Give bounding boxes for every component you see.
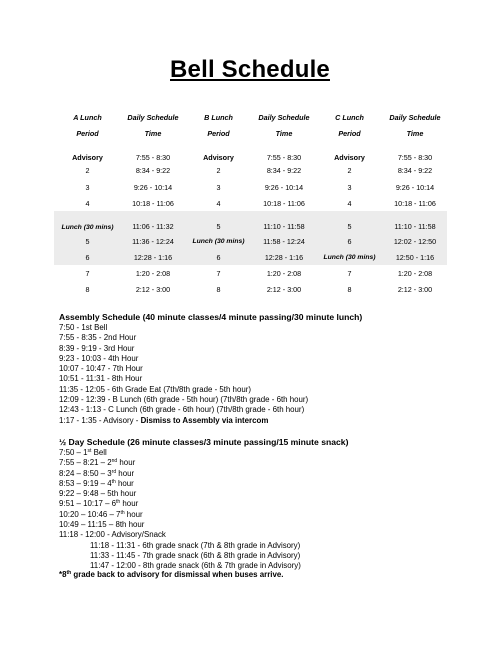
- list-item: 10:07 - 10:47 - 7th Hour: [59, 364, 143, 374]
- half-day-schedule: [59, 436, 348, 572]
- table-cell: 10:18 - 11:06: [394, 198, 436, 208]
- snack-item: 11:33 - 11:45 - 7th grade snack (6th & 8th grade in Advisory): [90, 550, 301, 560]
- table-cell: 10:18 - 11:06: [263, 198, 305, 208]
- table-cell: 7:55 - 8:30: [397, 153, 433, 162]
- list-item: 11:35 - 12:05 - 6th Grade Eat (7th/8th grade - 5th hour): [59, 384, 251, 394]
- table-cell: 1:20 - 2:08: [135, 268, 171, 278]
- bell-schedule-table: [54, 110, 447, 297]
- assembly-schedule: [59, 311, 362, 426]
- table-cell: 11:10 - 11:58: [383, 211, 447, 233]
- list-item: 12:43 - 1:13 - C Lunch (6th grade - 6th hour) (7th/8th grade - 6th hour): [59, 405, 305, 415]
- table-cell: 9:26 - 10:14: [395, 182, 435, 192]
- table-cell: 7: [347, 268, 352, 278]
- table-cell: 1:20 - 2:08: [397, 268, 433, 278]
- table-row: [54, 144, 447, 162]
- header-daily-time-a: Daily Schedule Time: [127, 113, 179, 138]
- list-item: 10:20 – 10:46 – 7th hour: [59, 509, 143, 519]
- table-cell: 8: [85, 284, 90, 294]
- table-row: [54, 233, 447, 249]
- list-item: 12:09 - 12:39 - B Lunch (6th grade - 5th hour) (7th/8th grade - 6th hour): [59, 395, 309, 405]
- table-cell: 2: [216, 166, 221, 175]
- table-cell: 2:12 - 3:00: [397, 284, 433, 294]
- table-cell: 8:34 - 9:22: [135, 166, 171, 175]
- list-item: 8:53 – 9:19 – 4th hour: [59, 478, 134, 488]
- table-cell: 7:55 - 8:30: [266, 153, 302, 162]
- header-daily-time-b: Daily Schedule Time: [258, 113, 310, 138]
- list-item: 9:22 – 9:48 – 5th hour: [59, 489, 137, 499]
- table-row: [54, 195, 447, 211]
- dismiss-note: Dismiss to Assembly via intercom: [140, 415, 269, 425]
- header-a-lunch-period: A Lunch Period: [73, 113, 102, 138]
- table-cell: Lunch (30 mins): [185, 233, 252, 249]
- table-cell: Advisory: [72, 153, 103, 162]
- table-cell: 7: [85, 268, 90, 278]
- table-header-row: [54, 110, 447, 144]
- table-cell: 5: [316, 211, 383, 233]
- list-item: 7:55 – 8:21 – 2nd hour: [59, 458, 136, 468]
- table-row: [54, 265, 447, 281]
- assembly-heading: Assembly Schedule (40 minute classes/4 minute passing/30 minute lunch): [59, 312, 363, 322]
- snack-item: 11:18 - 11:31 - 6th grade snack (7th & 8th grade in Advisory): [90, 540, 301, 550]
- dismissal-footnote: *8th grade back to advisory for dismissal when buses arrive.: [59, 570, 284, 579]
- list-item: [59, 416, 362, 426]
- list-item: 7:55 - 8:35 - 2nd Hour: [59, 333, 137, 343]
- list-item: 8:24 – 8:50 – 3rd hour: [59, 468, 135, 478]
- table-cell: 11:36 - 12:24: [121, 233, 185, 249]
- header-c-lunch-period: C Lunch Period: [335, 113, 364, 138]
- table-cell: 11:06 - 11:32: [121, 211, 185, 233]
- table-cell: 12:28 - 1:16: [252, 249, 316, 265]
- table-row: [54, 162, 447, 179]
- table-cell: 11:10 - 11:58: [252, 211, 316, 233]
- table-cell: 5: [185, 211, 252, 233]
- table-cell: 2:12 - 3:00: [266, 284, 302, 294]
- list-item: 9:51 – 10:17 – 6th hour: [59, 499, 139, 509]
- table-cell: 6: [316, 233, 383, 249]
- table-cell: 3: [347, 182, 352, 192]
- list-item: 10:49 – 11:15 – 8th hour: [59, 520, 145, 530]
- list-item-text: 1:17 - 1:35 - Advisory -: [59, 415, 141, 425]
- table-cell: 10:18 - 11:06: [132, 198, 174, 208]
- table-row: [54, 211, 447, 233]
- table-cell: 3: [216, 182, 221, 192]
- table-cell: 9:26 - 10:14: [133, 182, 173, 192]
- table-cell: 4: [347, 198, 352, 208]
- list-item: 11:18 - 12:00 - Advisory/Snack: [59, 530, 166, 540]
- table-cell: 12:02 - 12:50: [383, 233, 447, 249]
- table-cell: 9:26 - 10:14: [264, 182, 304, 192]
- table-cell: 8: [216, 284, 221, 294]
- table-cell: 5: [54, 233, 121, 249]
- list-item: 7:50 - 1st Bell: [59, 323, 108, 332]
- table-cell: 7:55 - 8:30: [135, 153, 171, 162]
- page-title: Bell Schedule: [170, 56, 330, 83]
- table-cell: 8:34 - 9:22: [266, 166, 302, 175]
- table-cell: 6: [185, 249, 252, 265]
- snack-item: 11:47 - 12:00 - 8th grade snack (6th & 7th grade in Advisory): [90, 561, 301, 571]
- table-cell: 8:34 - 9:22: [397, 166, 433, 175]
- table-cell: 12:28 - 1:16: [121, 249, 185, 265]
- table-cell: Advisory: [334, 153, 365, 162]
- table-cell: 4: [85, 198, 90, 208]
- table-cell: 1:20 - 2:08: [266, 268, 302, 278]
- half-day-heading: ½ Day Schedule (26 minute classes/3 minute passing/15 minute snack): [59, 437, 349, 447]
- table-row: [54, 281, 447, 297]
- table-cell: 2:12 - 3:00: [135, 284, 171, 294]
- table-cell: 8: [347, 284, 352, 294]
- table-cell: Lunch (30 mins): [54, 211, 121, 233]
- header-daily-time-c: Daily Schedule Time: [389, 113, 441, 138]
- header-b-lunch-period: B Lunch Period: [204, 113, 233, 138]
- table-cell: 6: [54, 249, 121, 265]
- list-item: 7:50 – 1st Bell: [59, 448, 107, 457]
- list-item: 9:23 - 10:03 - 4th Hour: [59, 353, 139, 363]
- table-cell: 4: [216, 198, 221, 208]
- table-cell: 12:50 - 1:16: [383, 249, 447, 265]
- table-cell: 7: [216, 268, 221, 278]
- table-row: [54, 249, 447, 265]
- table-cell: Advisory: [203, 153, 234, 162]
- table-cell: 11:58 - 12:24: [252, 233, 316, 249]
- table-cell: 2: [85, 166, 90, 175]
- table-cell: 3: [85, 182, 90, 192]
- table-cell: 2: [347, 166, 352, 175]
- table-cell: Lunch (30 mins): [316, 249, 383, 265]
- table-row: [54, 179, 447, 195]
- list-item: 10:51 - 11:31 - 8th Hour: [59, 374, 143, 384]
- list-item: 8:39 - 9:19 - 3rd Hour: [59, 343, 135, 353]
